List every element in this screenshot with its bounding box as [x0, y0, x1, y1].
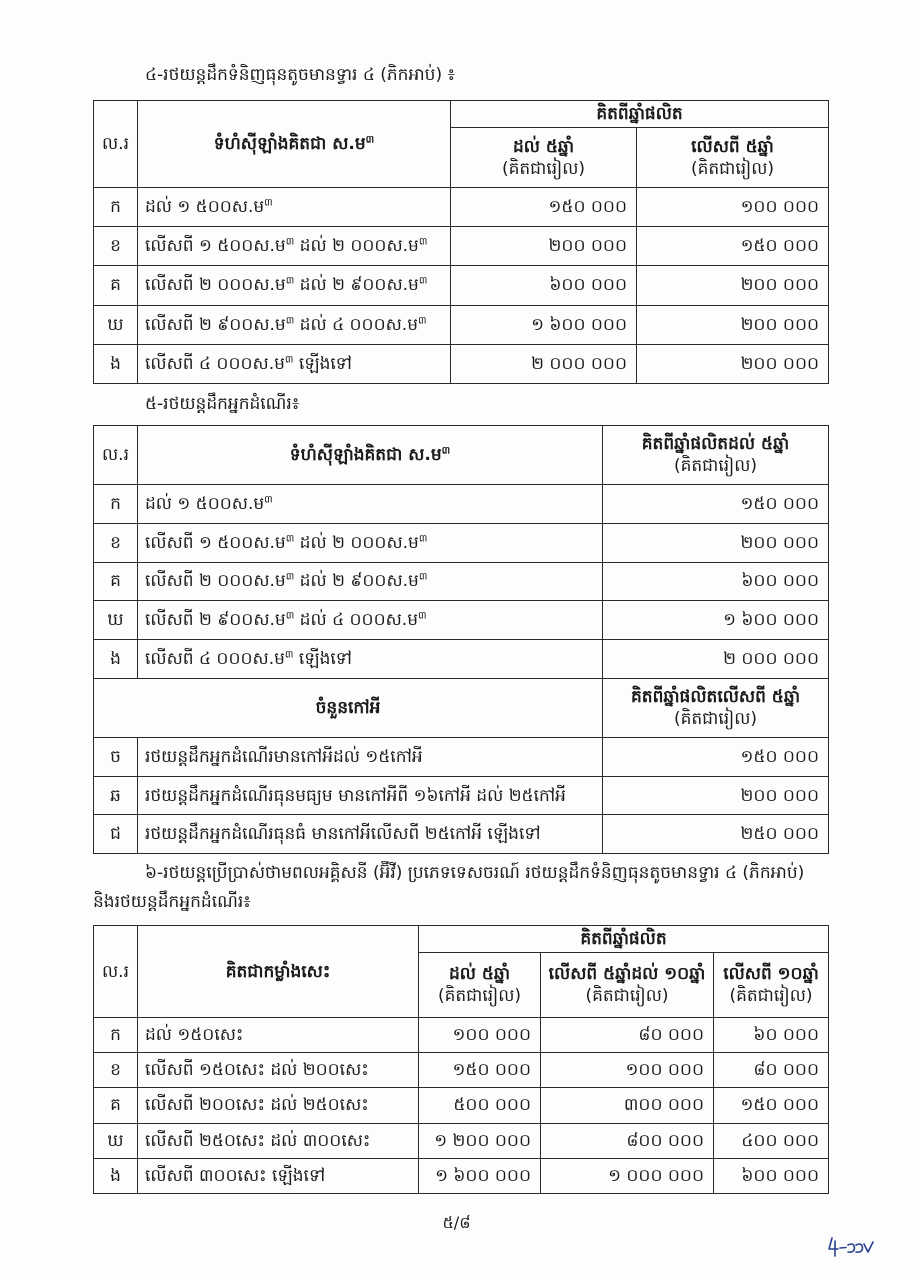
header-seat-count: ចំនួនកៅអី	[94, 678, 603, 737]
row-label: ឃ	[94, 601, 138, 640]
section-6-heading-line-1: ៦-រថយន្តប្រើប្រាស់ថាមពលអគ្គិសនី (អ៊ីវី) ប្រភេទទេសចរណ៍ រថយន្តដឹកទំនិញធុនតូចមានទ្វារ ៤ (ភិកអាប់)	[145, 863, 805, 883]
header-engine-size	[138, 426, 603, 485]
superscript-unit: ៣	[285, 315, 295, 326]
table-row	[94, 776, 829, 815]
row-description: រថយន្តដឹកអ្នកដំណើរមានកៅអីដល់ ១៥កៅអី	[138, 737, 603, 776]
row-description	[138, 305, 451, 344]
row-amount: ១០០ ០០០	[419, 1018, 541, 1053]
table-row	[94, 1158, 829, 1193]
row-description: លើសពី ២០០សេះ ដល់ ២៥០សេះ	[138, 1088, 419, 1123]
row-label: គ	[94, 562, 138, 601]
row-description: លើសពី ១៥០សេះ ដល់ ២០០សេះ	[138, 1053, 419, 1088]
row-description: លើសពី ៣០០សេះ ឡើងទៅ	[138, 1158, 419, 1193]
header-label: គិតពីឆ្នាំផលិតលើសពី ៥ឆ្នាំ	[630, 686, 801, 707]
text-segment: លើសពី ១ ៥០០ស.ម	[145, 532, 286, 553]
header-up-to-5-years	[451, 128, 637, 188]
superscript-unit: ៣	[365, 134, 375, 146]
pickup-truck-tax-table	[93, 100, 829, 384]
row-amount: ៦០០ ០០០	[603, 562, 829, 601]
header-row	[94, 426, 829, 485]
header-row-number: ល.រ	[94, 926, 138, 1018]
text-segment: លើសពី ២ ៩០០ស.ម	[145, 610, 286, 631]
row-amount: ៥០០ ០០០	[419, 1088, 541, 1123]
header-unit: (គិតជារៀល)	[673, 708, 758, 729]
header-over-5-years	[637, 128, 829, 188]
text-segment: ទំហំស៊ីឡាំងគិតជា ស.ម	[213, 134, 366, 154]
text-segment: ដល់ ៤ ០០០ស.ម	[294, 610, 418, 631]
row-amount: ២០០ ០០០	[603, 523, 829, 562]
table-row	[94, 737, 829, 776]
row-label: ឆ	[94, 776, 138, 815]
row-amount: ១៥០ ០០០	[419, 1053, 541, 1088]
seat-header-body	[94, 678, 829, 737]
row-label: ក	[94, 188, 138, 227]
superscript-unit: ៣	[285, 275, 295, 287]
row-label: ឃ	[94, 1123, 138, 1158]
header-unit: (គិតជារៀល)	[673, 456, 758, 476]
row-label: ក	[94, 1018, 138, 1053]
row-amount: ១ ៦០០ ០០០	[451, 305, 637, 344]
row-amount: ២០០ ០០០	[451, 227, 637, 266]
row-description	[138, 640, 603, 679]
header-horsepower: គិតជាកម្លាំងសេះ	[138, 926, 419, 1018]
row-description	[138, 188, 451, 227]
superscript-unit: ៣	[418, 275, 428, 287]
text-segment: លើសពី ៤ ០០០ស.ម	[145, 649, 285, 670]
table-row	[94, 562, 829, 601]
row-description	[138, 227, 451, 266]
seat-header-row	[94, 678, 829, 737]
table-row	[94, 344, 829, 383]
header-label: លើសពី ៥ឆ្នាំ	[691, 136, 774, 157]
header-label: គិតពីឆ្នាំផលិតដល់ ៥ឆ្នាំ	[641, 434, 790, 454]
header-over-5-years	[603, 678, 829, 737]
text-segment: ដល់ ៤ ០០០ស.ម	[294, 314, 418, 335]
row-amount: ១៥០ ០០០	[451, 188, 637, 227]
row-description: លើសពី ២៥០សេះ ដល់ ៣០០សេះ	[138, 1123, 419, 1158]
table-row	[94, 1088, 829, 1123]
row-label: គ	[94, 1088, 138, 1123]
row-amount: ១ ០០០ ០០០	[541, 1158, 714, 1193]
superscript-unit: ៣	[285, 236, 295, 248]
page-number: ៥/៨	[442, 1213, 471, 1232]
row-amount: ២០០ ០០០	[603, 776, 829, 815]
superscript-unit: ៣	[285, 571, 295, 583]
seat-table-body	[94, 737, 829, 853]
text-segment: ឡើងទៅ	[293, 649, 352, 670]
row-label: ច	[94, 737, 138, 776]
row-amount: ៨០ ០០០	[541, 1018, 714, 1053]
text-segment: ដល់ ១ ៥០០ស.ម	[145, 197, 265, 218]
row-amount: ១ ៦០០ ០០០	[603, 601, 829, 640]
superscript-unit: ៣	[418, 315, 427, 326]
row-amount: ២០០ ០០០	[637, 305, 829, 344]
superscript-unit: ៣	[418, 610, 427, 622]
row-amount: ២ ០០០ ០០០	[603, 640, 829, 679]
text-segment: ដល់ ២ ០០០ស.ម	[294, 236, 419, 257]
row-label: ខ	[94, 523, 138, 562]
row-description	[138, 523, 603, 562]
section-6-heading-line-2: និងរថយន្តដឹកអ្នកដំណើរ៖	[93, 892, 251, 912]
header-row-number: ល.រ	[94, 101, 138, 188]
superscript-unit: ៣	[264, 197, 273, 209]
header-manufacture-year-group: គិតពីឆ្នាំផលិត	[419, 926, 829, 953]
header-unit: (គិតជារៀល)	[501, 158, 586, 179]
text-segment: លើសពី ៤ ០០០ស.ម	[145, 353, 285, 374]
row-description	[138, 562, 603, 601]
row-label: ឃ	[94, 305, 138, 344]
row-amount: ៦០០ ០០០	[451, 266, 637, 305]
row-label: ជ	[94, 815, 138, 854]
superscript-unit: ៣	[418, 571, 428, 583]
row-amount: ៨០ ០០០	[714, 1053, 829, 1088]
row-label: ង	[94, 344, 138, 383]
header-row-number: ល.រ	[94, 426, 138, 485]
row-amount: ១០០ ០០០	[541, 1053, 714, 1088]
row-amount: ២០០ ០០០	[637, 344, 829, 383]
row-amount: ២ ០០០ ០០០	[451, 344, 637, 383]
row-description	[138, 601, 603, 640]
row-amount: ៦០០ ០០០	[714, 1158, 829, 1193]
header-5-to-10-years	[541, 953, 714, 1018]
header-unit: (គិតជារៀល)	[690, 158, 775, 179]
table-row	[94, 601, 829, 640]
row-amount: ១០០ ០០០	[637, 188, 829, 227]
header-row	[94, 926, 829, 953]
superscript-unit: ៣	[284, 649, 294, 661]
text-segment: ដល់ ១ ៥០០ស.ម	[145, 493, 265, 514]
row-amount: ១ ២០០ ០០០	[419, 1123, 541, 1158]
row-amount: ២០០ ០០០	[637, 266, 829, 305]
superscript-unit: ៣	[441, 445, 451, 457]
row-description: រថយន្តដឹកអ្នកដំណើរធុនមធ្យម មានកៅអីពី ១៦កៅអី ដល់ ២៥កៅអី	[138, 776, 603, 815]
table-row	[94, 266, 829, 305]
table-row	[94, 227, 829, 266]
header-unit: (គិតជារៀល)	[585, 986, 669, 1006]
row-description: រថយន្តដឹកអ្នកដំណើរធុនធំ មានកៅអីលើសពី ២៥កៅអី ឡើងទៅ	[138, 815, 603, 854]
passenger-vehicle-tax-table	[93, 425, 829, 854]
table-row	[94, 1018, 829, 1053]
table-row	[94, 485, 829, 524]
text-segment: លើសពី ២ ៩០០ស.ម	[145, 314, 286, 335]
superscript-unit: ៣	[418, 533, 428, 545]
superscript-unit: ៣	[418, 236, 428, 248]
header-up-to-5-years	[419, 953, 541, 1018]
row-description	[138, 266, 451, 305]
header-label: លើសពី ៥ឆ្នាំដល់ ១០ឆ្នាំ	[548, 964, 706, 984]
header-label: ដល់ ៥ឆ្នាំ	[448, 964, 511, 984]
header-row	[94, 101, 829, 128]
row-label: ខ	[94, 1053, 138, 1088]
row-label: ខ	[94, 227, 138, 266]
superscript-unit: ៣	[284, 354, 294, 366]
header-over-10-years	[714, 953, 829, 1018]
table-row	[94, 523, 829, 562]
row-description: ដល់ ១៥០សេះ	[138, 1018, 419, 1053]
row-amount: ១៥០ ០០០	[637, 227, 829, 266]
row-label: គ	[94, 266, 138, 305]
header-label: លើសពី ១០ឆ្នាំ	[723, 964, 819, 984]
table-body	[94, 1018, 829, 1194]
row-amount: ៤០០ ០០០	[714, 1123, 829, 1158]
table-row	[94, 305, 829, 344]
text-segment: ដល់ ២ ០០០ស.ម	[294, 532, 419, 553]
header-up-to-5-years	[603, 426, 829, 485]
row-label: ង	[94, 640, 138, 679]
header-manufacture-year-group: គិតពីឆ្នាំផលិត	[451, 101, 829, 128]
header-engine-size	[138, 101, 451, 188]
table-row	[94, 1053, 829, 1088]
header-unit: (គិតជារៀល)	[729, 986, 813, 1006]
row-amount: ៨០០ ០០០	[541, 1123, 714, 1158]
text-segment: ដល់ ២ ៩០០ស.ម	[294, 571, 419, 592]
row-amount: ២៥០ ០០០	[603, 815, 829, 854]
header-unit: (គិតជារៀល)	[437, 986, 522, 1006]
handwritten-initials-signature	[826, 1234, 878, 1260]
table-row	[94, 1123, 829, 1158]
table-body	[94, 485, 829, 679]
superscript-unit: ៣	[264, 494, 273, 506]
row-amount: ៦០ ០០០	[714, 1018, 829, 1053]
text-segment: លើសពី ១ ៥០០ស.ម	[145, 236, 286, 257]
table-body	[94, 188, 829, 384]
text-segment: ឡើងទៅ	[293, 353, 352, 374]
row-description	[138, 485, 603, 524]
row-amount: ១៥០ ០០០	[603, 485, 829, 524]
table-row	[94, 815, 829, 854]
electric-vehicle-tax-table	[93, 925, 829, 1194]
text-segment: លើសពី ២ ០០០ស.ម	[145, 571, 286, 592]
text-segment: លើសពី ២ ០០០ស.ម	[145, 275, 286, 296]
text-segment: ដល់ ២ ៩០០ស.ម	[294, 275, 419, 296]
text-segment: ទំហំស៊ីឡាំងគិតជា ស.ម	[289, 445, 442, 465]
row-amount: ១ ៦០០ ០០០	[419, 1158, 541, 1193]
superscript-unit: ៣	[285, 533, 295, 545]
superscript-unit: ៣	[285, 610, 295, 622]
row-label: ក	[94, 485, 138, 524]
row-amount: ៣០០ ០០០	[541, 1088, 714, 1123]
table-row	[94, 188, 829, 227]
section-5-heading: ៥-រថយន្តដឹកអ្នកដំណើរ៖	[145, 394, 300, 414]
header-label: ដល់ ៥ឆ្នាំ	[512, 136, 575, 157]
row-amount: ១៥០ ០០០	[714, 1088, 829, 1123]
row-description	[138, 344, 451, 383]
section-4-heading: ៤-រថយន្តដឹកទំនិញធុនតូចមានទ្វារ ៤ (ភិកអាប់) ៖	[145, 65, 455, 85]
row-amount: ១៥០ ០០០	[603, 737, 829, 776]
table-row	[94, 640, 829, 679]
row-label: ង	[94, 1158, 138, 1193]
